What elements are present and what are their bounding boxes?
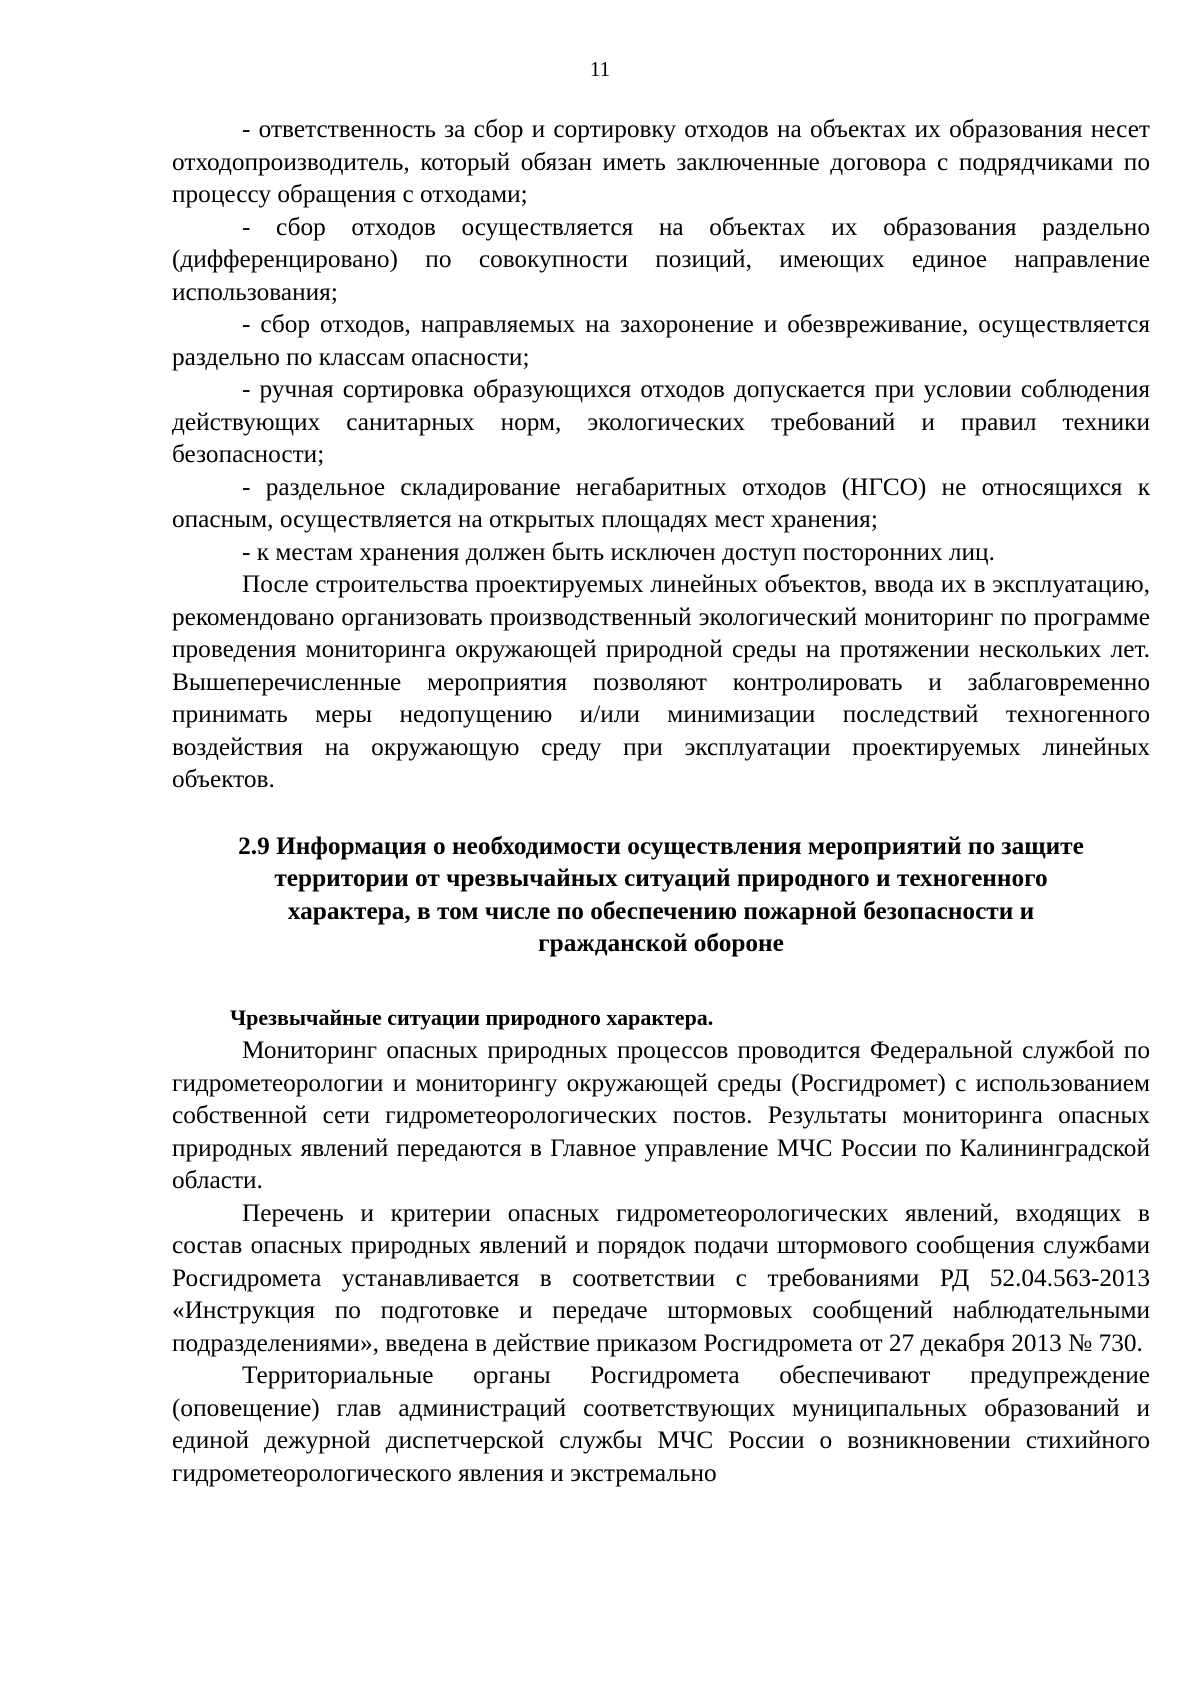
paragraph: Мониторинг опасных природных процессов проводится Федеральной службой по гидрометеорологии и мониторингу окружающей среды (Росгидромет) с использованием собственной сети гидрометеорологических постов. Результаты мониторинга опасных природных явлений передаются в Главное управление МЧС России по Калининградской области. [172,1036,1150,1194]
body-text [172,113,1150,1489]
list-item: - раздельное складирование негабаритных отходов (НГСО) не относящихся к опасным, осуществляется на открытых площадях мест хранения; [172,472,1150,533]
list-item: - ответственность за сбор и сортировку отходов на объектах их образования несет отходопроизводитель, который обязан иметь заключенные договора с подрядчиками по процессу обращения с отходами; [172,115,1150,208]
list-item: - сбор отходов, направляемых на захоронение и обезвреживание, осуществляется раздельно по классам опасности; [172,310,1150,371]
paragraph: Перечень и критерии опасных гидрометеорологических явлений, входящих в состав опасных природных явлений и порядок подачи штормового сообщения службами Росгидромета устанавливается в соответствии с требованиями РД 52.04.563-2013 «Инструкция по подготовке и передаче штормовых сообщений наблюдательными подразделениями», введена в действие приказом Росгидромета от 27 декабря 2013 № 730. [172,1198,1150,1357]
subsection-heading: Чрезвычайные ситуации природного характера. [230,1004,714,1030]
paragraph: Территориальные органы Росгидромета обеспечивают предупреждение (оповещение) глав администраций соответствующих муниципальных образований и единой дежурной диспетчерской службы МЧС России о возникновении стихийного гидрометеорологического явления и экстремально [172,1361,1150,1487]
list-item: - ручная сортировка образующихся отходов допускается при условии соблюдения действующих санитарных норм, экологических требований и правил техники безопасности; [172,375,1150,468]
section-heading: 2.9 Информация о необходимости осуществления мероприятий по защите территории от чрезвычайных ситуаций природного и техногенного характера, в том числе по обеспечению пожарной безопасности и гражданской обороне [238,831,1084,957]
paragraph-monitoring: После строительства проектируемых линейных объектов, ввода их в эксплуатацию, рекомендовано организовать производственный экологический мониторинг по программе проведения мониторинга окружающей природной среды на протяжении нескольких лет. Вышеперечисленные мероприятия позволяют контролировать и заблаговременно принимать меры недопущению и/или минимизации последствий техногенного воздействия на окружающую среду при эксплуатации проектируемых линейных объектов. [172,570,1150,793]
list-item: - к местам хранения должен быть исключен доступ посторонних лиц. [242,537,995,566]
list-item: - сбор отходов осуществляется на объектах их образования раздельно (дифференцировано) по совокупности позиций, имеющих единое направление использования; [172,212,1150,306]
page-number: 11 [589,57,611,81]
